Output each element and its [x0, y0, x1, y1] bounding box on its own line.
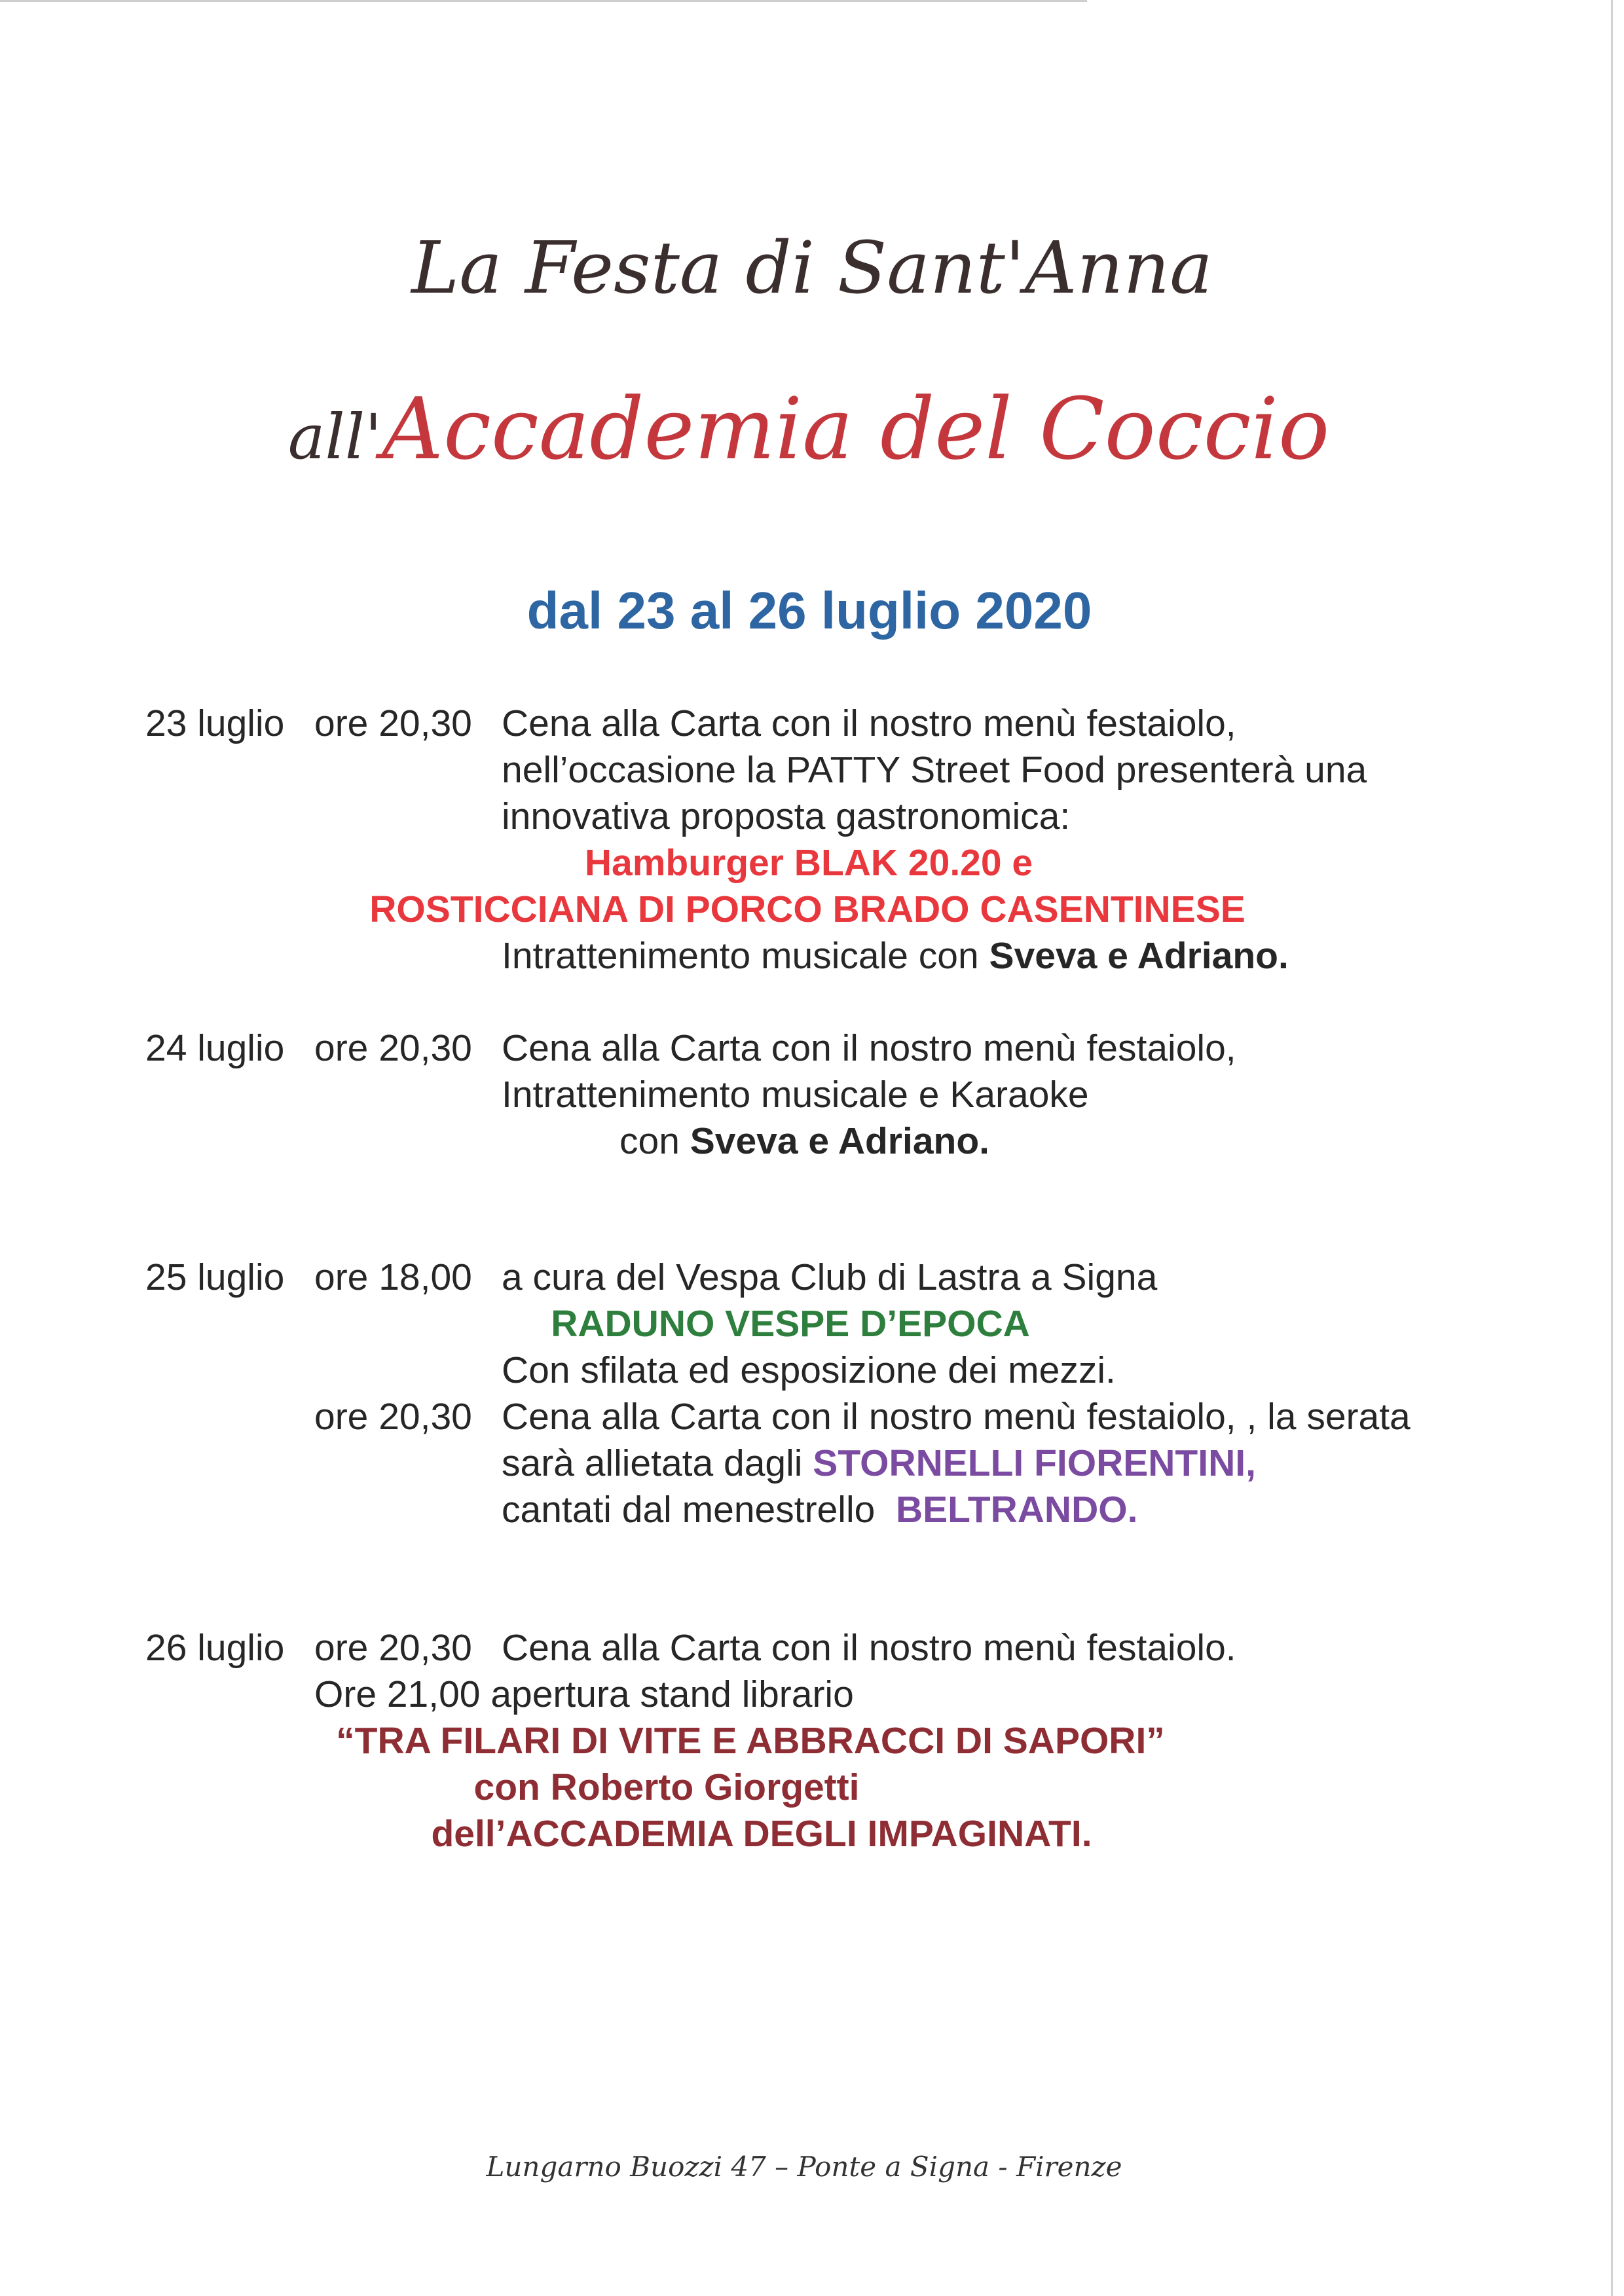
- event-row: [0, 701, 1624, 747]
- event-26-luglio: [0, 1625, 1624, 1857]
- event-23-luglio: [0, 701, 1624, 979]
- event-row: [0, 1440, 1624, 1487]
- event-detail-line: Intrattenimento musicale e Karaoke: [502, 1074, 1089, 1116]
- event-description: a cura del Vespa Club di Lastra a Signa: [502, 1256, 1158, 1298]
- book-stand-line: Ore 21,00 apertura stand librario: [314, 1673, 854, 1715]
- menu-highlight: Hamburger BLAK 20.20 e: [584, 842, 1033, 884]
- event-row: [0, 1671, 1624, 1718]
- detail-text: cantati dal menestrello: [502, 1489, 896, 1531]
- minstrel-highlight: BELTRANDO.: [895, 1489, 1138, 1531]
- title-prefix: all': [287, 401, 382, 473]
- event-row: [0, 1487, 1624, 1533]
- performers: Sveva e Adriano.: [989, 935, 1289, 977]
- event-detail-line: [502, 1487, 1137, 1533]
- event-description: Cena alla Carta con il nostro menù festaiolo,: [502, 1027, 1236, 1069]
- event-row: [0, 1764, 1624, 1811]
- entertainment-line: [502, 933, 1289, 979]
- title-line-1: La Festa di Sant'Anna: [411, 226, 1213, 310]
- event-time: ore 20,30: [314, 1627, 472, 1669]
- event-row: [0, 1718, 1624, 1764]
- book-publisher: dell’ACCADEMIA DEGLI IMPAGINATI.: [431, 1813, 1092, 1855]
- event-row: [0, 1394, 1624, 1440]
- performers: Sveva e Adriano.: [690, 1120, 990, 1162]
- book-title: “TRA FILARI DI VITE E ABBRACCI DI SAPORI”: [336, 1720, 1165, 1762]
- book-author: con Roberto Giorgetti: [473, 1766, 860, 1808]
- event-description: Cena alla Carta con il nostro menù festaiolo,: [502, 702, 1236, 744]
- entertainment-line: [619, 1118, 989, 1165]
- stornelli-highlight: STORNELLI FIORENTINI,: [813, 1442, 1256, 1484]
- event-day: 24 luglio: [145, 1027, 285, 1069]
- event-detail-line: Con sfilata ed esposizione dei mezzi.: [502, 1349, 1116, 1391]
- event-row: [0, 1072, 1624, 1118]
- event-row: [0, 1625, 1624, 1671]
- title-line-2: [0, 363, 1617, 503]
- event-row: [0, 886, 1624, 933]
- event-row: [0, 1118, 1624, 1165]
- event-row: [0, 933, 1624, 979]
- menu-highlight: ROSTICCIANA DI PORCO BRADO CASENTINESE: [369, 888, 1246, 930]
- event-row: [0, 1347, 1624, 1394]
- event-description: Cena alla Carta con il nostro menù festaiolo, , la serata: [502, 1396, 1411, 1438]
- event-time: ore 20,30: [314, 702, 472, 744]
- event-time: ore 18,00: [314, 1256, 472, 1298]
- entertainment-intro: Intrattenimento musicale con: [502, 935, 989, 977]
- event-row: [0, 1301, 1624, 1347]
- event-detail-line: innovativa proposta gastronomica:: [502, 795, 1071, 837]
- event-day: 26 luglio: [145, 1627, 285, 1669]
- footer-address: Lungarno Buozzi 47 – Ponte a Signa - Firenze: [486, 2151, 1122, 2183]
- event-row: [0, 840, 1624, 886]
- event-time: ore 20,30: [314, 1027, 472, 1069]
- event-24-luglio: [0, 1025, 1624, 1165]
- scan-edge-top: [0, 0, 1087, 2]
- entertainment-intro: con: [619, 1120, 690, 1162]
- detail-text: sarà allietata dagli: [502, 1442, 813, 1484]
- event-detail-line: [502, 1440, 1256, 1487]
- event-25-luglio: [0, 1254, 1624, 1533]
- event-row: [0, 793, 1624, 840]
- vespa-rally-highlight: RADUNO VESPE D’EPOCA: [551, 1303, 1030, 1345]
- event-row: [0, 1811, 1624, 1857]
- event-detail-line: nell’occasione la PATTY Street Food presenterà una: [502, 749, 1367, 791]
- venue-name: Accademia del Coccio: [382, 379, 1330, 479]
- event-time: ore 20,30: [314, 1396, 472, 1438]
- event-description: Cena alla Carta con il nostro menù festaiolo.: [502, 1627, 1236, 1669]
- event-row: [0, 747, 1624, 793]
- date-range: dal 23 al 26 luglio 2020: [526, 581, 1092, 640]
- event-day: 25 luglio: [145, 1256, 285, 1298]
- event-row: [0, 1025, 1624, 1072]
- event-row: [0, 1254, 1624, 1301]
- event-day: 23 luglio: [145, 702, 285, 744]
